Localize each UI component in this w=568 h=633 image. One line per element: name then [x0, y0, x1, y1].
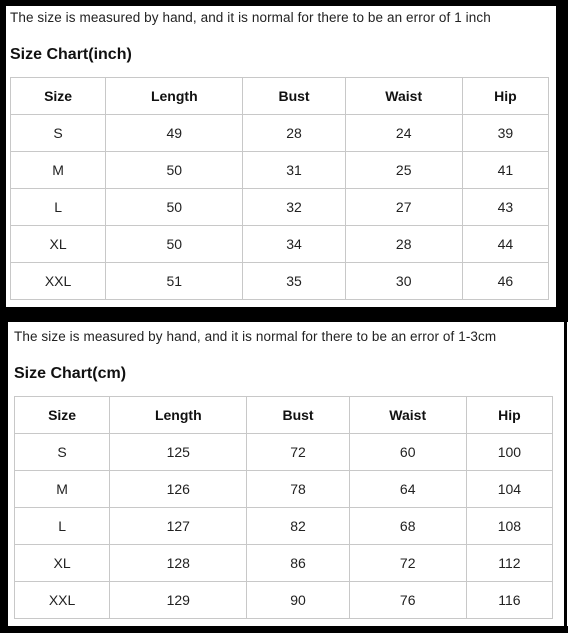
table-cell: 30	[345, 263, 462, 300]
table-cell: 24	[345, 115, 462, 152]
size-chart-inch-panel	[6, 6, 556, 307]
table-cell: XXL	[11, 263, 106, 300]
table-cell: 27	[345, 189, 462, 226]
table-cell: 129	[110, 582, 247, 619]
table-row	[15, 471, 553, 508]
header-cell: Bust	[247, 397, 349, 434]
table-cell: 78	[247, 471, 349, 508]
table-cell: 90	[247, 582, 349, 619]
table-cell: 50	[106, 189, 243, 226]
header-cell: Waist	[345, 78, 462, 115]
table-row	[15, 582, 553, 619]
measurement-note: The size is measured by hand, and it is normal for there to be an error of 1 inch	[10, 10, 491, 25]
table-cell: 39	[462, 115, 548, 152]
table-cell: 28	[243, 115, 345, 152]
table-cell: 68	[349, 508, 466, 545]
table-cell: 104	[466, 471, 552, 508]
table-cell: 128	[110, 545, 247, 582]
table-cell: 32	[243, 189, 345, 226]
table-cell: 76	[349, 582, 466, 619]
header-cell: Length	[106, 78, 243, 115]
table-cell: 28	[345, 226, 462, 263]
table-row	[15, 434, 553, 471]
table-cell: XXL	[15, 582, 110, 619]
table-cell: 125	[110, 434, 247, 471]
table-cell: 25	[345, 152, 462, 189]
table-cell: 108	[466, 508, 552, 545]
table-cell: 43	[462, 189, 548, 226]
table-row	[11, 152, 549, 189]
table-cell: 126	[110, 471, 247, 508]
table-cell: 44	[462, 226, 548, 263]
table-cell: S	[11, 115, 106, 152]
header-cell: Hip	[462, 78, 548, 115]
table-cell: 100	[466, 434, 552, 471]
header-cell: Size	[15, 397, 110, 434]
table-cell: 72	[247, 434, 349, 471]
table-cell: M	[15, 471, 110, 508]
table-cell: L	[11, 189, 106, 226]
table-cell: L	[15, 508, 110, 545]
measurement-note: The size is measured by hand, and it is normal for there to be an error of 1-3cm	[14, 329, 497, 344]
table-cell: 41	[462, 152, 548, 189]
table-row	[15, 508, 553, 545]
header-cell: Waist	[349, 397, 466, 434]
header-cell: Hip	[466, 397, 552, 434]
table-cell: 51	[106, 263, 243, 300]
table-header-row	[15, 397, 553, 434]
table-cell: 116	[466, 582, 552, 619]
table-cell: 46	[462, 263, 548, 300]
table-cell: 82	[247, 508, 349, 545]
table-row	[11, 263, 549, 300]
table-cell: 31	[243, 152, 345, 189]
header-cell: Length	[110, 397, 247, 434]
table-cell: 34	[243, 226, 345, 263]
chart-title: Size Chart(inch)	[10, 46, 132, 63]
table-cell: M	[11, 152, 106, 189]
table-cell: S	[15, 434, 110, 471]
header-cell: Size	[11, 78, 106, 115]
table-cell: 50	[106, 152, 243, 189]
table-cell: 86	[247, 545, 349, 582]
table-cell: 49	[106, 115, 243, 152]
table-cell: XL	[11, 226, 106, 263]
header-cell: Bust	[243, 78, 345, 115]
chart-title: Size Chart(cm)	[14, 365, 127, 382]
size-table-inch	[10, 77, 549, 300]
table-header-row	[11, 78, 549, 115]
table-row	[11, 226, 549, 263]
size-table-cm	[14, 396, 553, 619]
table-cell: 35	[243, 263, 345, 300]
table-cell: 64	[349, 471, 466, 508]
table-cell: 60	[349, 434, 466, 471]
table-cell: 50	[106, 226, 243, 263]
table-cell: 112	[466, 545, 552, 582]
table-row	[15, 545, 553, 582]
table-cell: 127	[110, 508, 247, 545]
table-row	[11, 115, 549, 152]
size-chart-cm-panel	[8, 322, 564, 626]
table-cell: 72	[349, 545, 466, 582]
table-row	[11, 189, 549, 226]
table-cell: XL	[15, 545, 110, 582]
